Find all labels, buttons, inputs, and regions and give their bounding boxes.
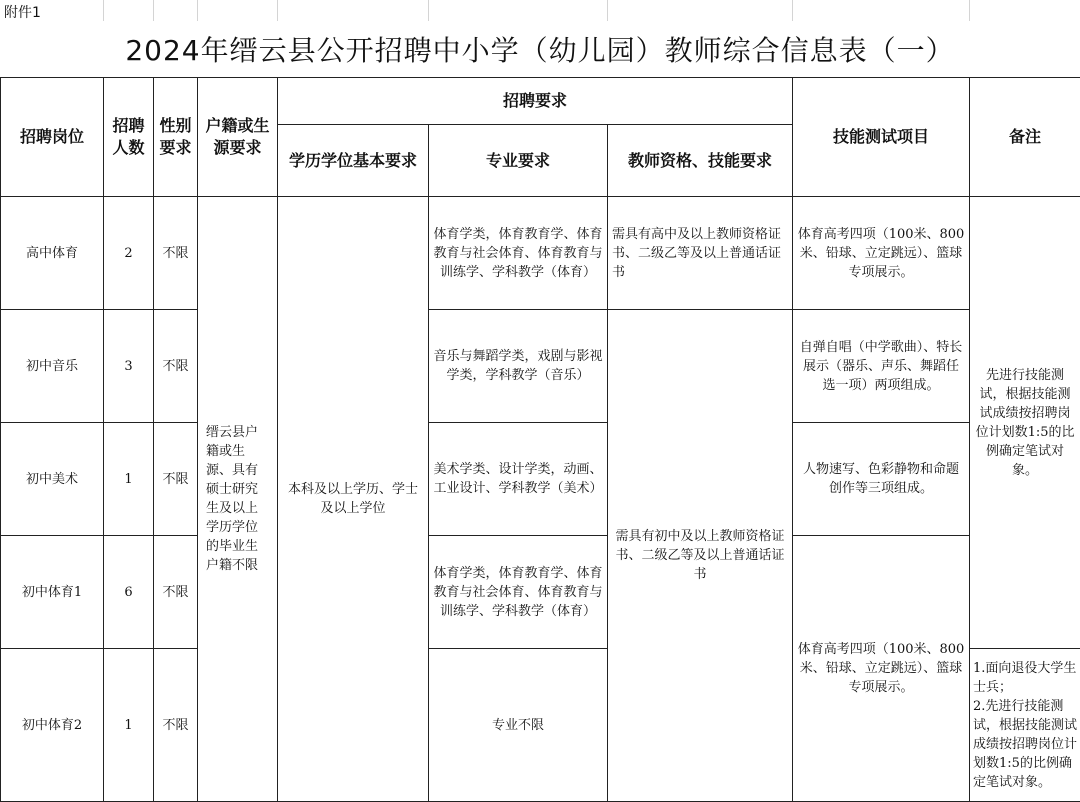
header-education: 学历学位基本要求: [278, 125, 429, 197]
table-row: [1, 423, 1080, 536]
grid-line: [607, 0, 608, 21]
skill-test-cell: 人物速写、色彩静物和命题创作等三项组成。: [793, 423, 970, 536]
education-cell: 本科及以上学历、学士及以上学位: [278, 197, 429, 802]
grid-line: [103, 0, 104, 21]
header-household: 户籍或生源要求: [198, 78, 278, 197]
gender-cell: 不限: [154, 197, 198, 310]
major-cell: 专业不限: [429, 649, 608, 802]
count-cell: 2: [104, 197, 154, 310]
header-skill-test: 技能测试项目: [793, 78, 970, 197]
annex-row: [0, 0, 1080, 21]
notes-cell-last: [970, 649, 1080, 802]
gender-cell: 不限: [154, 310, 198, 423]
grid-line: [277, 0, 278, 21]
grid-line: [153, 0, 154, 21]
page-title: 2024年缙云县公开招聘中小学（幼儿园）教师综合信息表（一）: [0, 21, 1080, 77]
grid-line: [428, 0, 429, 21]
grid-line: [792, 0, 793, 21]
notes-cell: 先进行技能测试，根据技能测试成绩按招聘岗位计划数1:5的比例确定笔试对象。: [970, 197, 1080, 649]
table-row: [1, 310, 1080, 423]
position-cell: 初中美术: [1, 423, 104, 536]
info-table: [0, 77, 1080, 802]
skill-test-cell: 自弹自唱（中学歌曲）、特长展示（器乐、声乐、舞蹈任选一项）两项组成。: [793, 310, 970, 423]
gender-cell: 不限: [154, 423, 198, 536]
qualification-cell: 需具有初中及以上教师资格证书、二级乙等及以上普通话证书: [608, 310, 793, 802]
gender-cell: 不限: [154, 649, 198, 802]
notes-line-2: 2.先进行技能测试，根据技能测试成绩按招聘岗位计划数1:5的比例确定笔试对象。: [973, 697, 1077, 792]
count-cell: 1: [104, 423, 154, 536]
table-row: [1, 536, 1080, 649]
header-position: 招聘岗位: [1, 78, 104, 197]
header-count: 招聘人数: [104, 78, 154, 197]
gender-cell: 不限: [154, 536, 198, 649]
skill-test-cell: 体育高考四项（100米、800米、铅球、立定跳远）、篮球专项展示。: [793, 197, 970, 310]
major-cell: 美术学类、设计学类，动画、工业设计、学科教学（美术）: [429, 423, 608, 536]
header-major: 专业要求: [429, 125, 608, 197]
major-cell: 体育学类，体育教育学、体育教育与社会体育、体育教育与训练学、学科教学（体育）: [429, 536, 608, 649]
major-cell: 体育学类，体育教育学、体育教育与社会体育、体育教育与训练学、学科教学（体育）: [429, 197, 608, 310]
position-cell: 高中体育: [1, 197, 104, 310]
position-cell: 初中体育1: [1, 536, 104, 649]
grid-line: [197, 0, 198, 21]
position-cell: 初中体育2: [1, 649, 104, 802]
skill-test-cell: 体育高考四项（100米、800米、铅球、立定跳远）、篮球专项展示。: [793, 536, 970, 802]
count-cell: 3: [104, 310, 154, 423]
grid-line: [969, 0, 970, 21]
count-cell: 6: [104, 536, 154, 649]
header-gender: 性别要求: [154, 78, 198, 197]
household-cell: 缙云县户籍或生源、具有硕士研究生及以上学历学位的毕业生户籍不限: [198, 197, 278, 802]
count-cell: 1: [104, 649, 154, 802]
header-qualification: 教师资格、技能要求: [608, 125, 793, 197]
notes-line-1: 1.面向退役大学生士兵；: [973, 659, 1077, 697]
table-row: [1, 197, 1080, 310]
position-cell: 初中音乐: [1, 310, 104, 423]
header-notes: 备注: [970, 78, 1080, 197]
qualification-cell: 需具有高中及以上教师资格证书、二级乙等及以上普通话证书: [608, 197, 793, 310]
annex-label: 附件1: [4, 2, 41, 22]
major-cell: 音乐与舞蹈学类，戏剧与影视学类，学科教学（音乐）: [429, 310, 608, 423]
header-requirements-group: 招聘要求: [278, 78, 793, 125]
